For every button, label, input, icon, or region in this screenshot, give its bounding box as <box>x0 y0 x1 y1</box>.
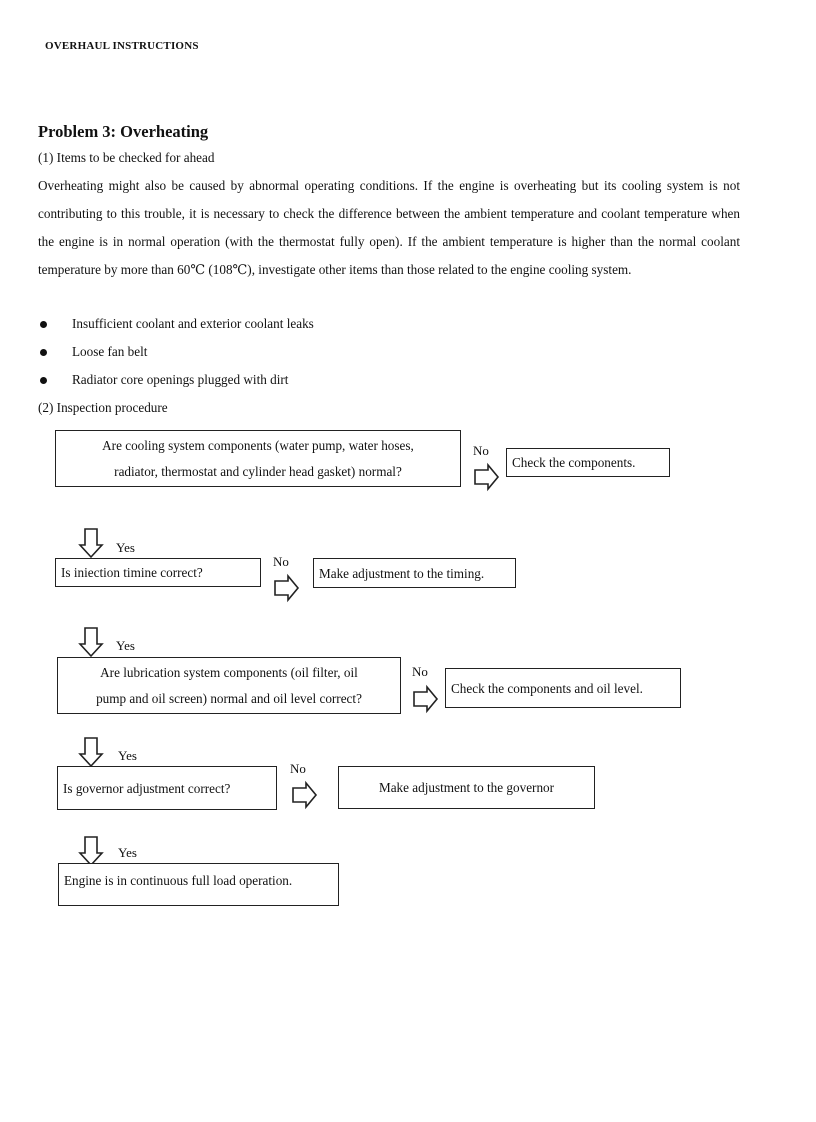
flow-action-adjust-timing: Make adjustment to the timing. <box>313 558 516 588</box>
flow-action-check-components: Check the components. <box>506 448 670 477</box>
question-line: pump and oil screen) normal and oil level correct? <box>96 690 362 706</box>
right-arrow-icon <box>274 575 300 601</box>
no-label: No <box>473 443 489 458</box>
right-arrow-icon <box>474 464 500 490</box>
subsection-inspection-procedure: (2) Inspection procedure <box>38 400 168 415</box>
down-arrow-icon <box>79 627 103 657</box>
subsection-items-checked: (1) Items to be checked for ahead <box>38 150 215 165</box>
no-label: No <box>290 761 306 776</box>
flow-question-governor: Is governor adjustment correct? <box>57 766 277 810</box>
question-line: Are lubrication system components (oil filter, oil <box>100 664 358 680</box>
down-arrow-icon <box>79 737 103 767</box>
flow-question-lubrication-system <box>57 657 401 714</box>
bullet-item: Radiator core openings plugged with dirt <box>72 372 289 387</box>
bullet-icon <box>40 321 47 328</box>
section-header: OVERHAUL INSTRUCTIONS <box>45 40 199 52</box>
right-arrow-icon <box>292 782 318 808</box>
no-label: No <box>273 554 289 569</box>
flow-final-full-load-operation: Engine is in continuous full load operation. <box>58 863 339 906</box>
down-arrow-icon <box>79 836 103 866</box>
bullet-icon <box>40 377 47 384</box>
question-line: radiator, thermostat and cylinder head gasket) normal? <box>114 463 402 479</box>
yes-label: Yes <box>116 638 135 653</box>
flow-action-check-oil-level: Check the components and oil level. <box>445 668 681 708</box>
question-line: Are cooling system components (water pump, water hoses, <box>102 437 414 453</box>
right-arrow-icon <box>413 686 439 712</box>
bullet-item: Insufficient coolant and exterior coolant leaks <box>72 316 314 331</box>
yes-label: Yes <box>118 748 137 763</box>
no-label: No <box>412 664 428 679</box>
overheating-paragraph: Overheating might also be caused by abnormal operating conditions. If the engine is overheating but its cooling system is not contributing to this trouble, it is necessary to check the difference between the ambient temperature and coolant temperature when the engine is in normal operation (with the thermostat fully open). If the ambient temperature is higher than the normal coolant temperature by more than 60℃ (108℃), investigate other items than those related to the engine cooling system. <box>38 178 740 277</box>
bullet-icon <box>40 349 47 356</box>
problem-title: Problem 3: Overheating <box>38 122 209 141</box>
flow-question-injection-timing: Is iniection timine correct? <box>55 558 261 587</box>
yes-label: Yes <box>116 540 135 555</box>
down-arrow-icon <box>79 528 103 558</box>
yes-label: Yes <box>118 845 137 860</box>
flow-question-cooling-system <box>55 430 461 487</box>
bullet-item: Loose fan belt <box>72 344 148 359</box>
flow-action-adjust-governor: Make adjustment to the governor <box>338 766 595 809</box>
